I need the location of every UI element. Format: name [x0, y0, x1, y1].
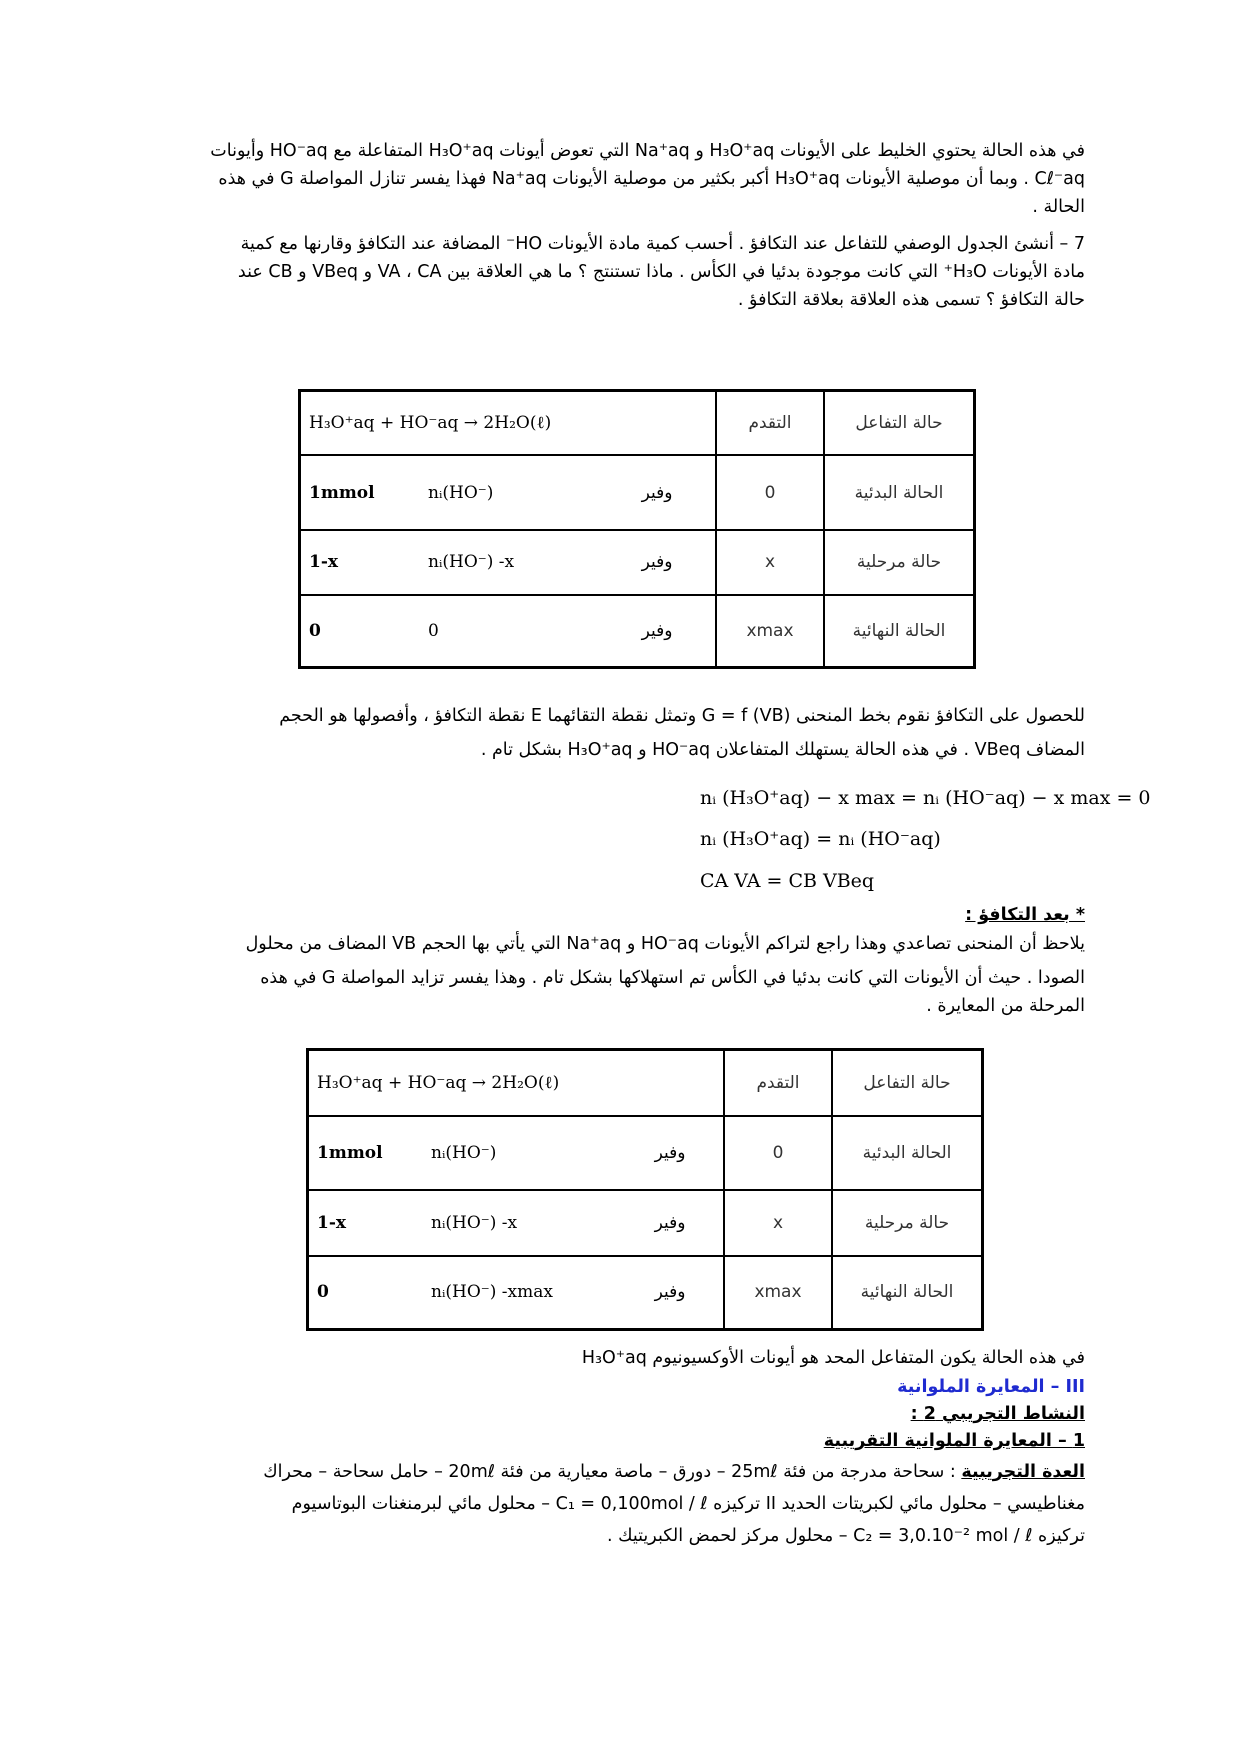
advancement-table-2: [306, 1048, 984, 1331]
table-row: [300, 530, 975, 595]
progress-value: xmax: [716, 595, 824, 668]
equipment-line-3: تركيزه C₂ = 3,0.10⁻² mol / ℓ – محلول مركز لحمض الكبريتيك .: [607, 1526, 1085, 1546]
section-3-title: III – المعايرة الملوانية: [897, 1377, 1085, 1397]
state-label: الحالة البدئية: [824, 455, 975, 530]
equation-3: CA VA = CB VBeq: [700, 870, 875, 892]
equation-2: nᵢ (H₃O⁺aq) = nᵢ (HO⁻aq): [700, 828, 941, 850]
water-amount: وفير: [641, 482, 673, 503]
water-amount: وفير: [654, 1142, 686, 1163]
quantities-cell: [300, 455, 717, 530]
progress-value: xmax: [724, 1256, 832, 1330]
after-line-2: الصودا . حيث أن الأيونات التي كانت بدئيا في الكأس تم استهلاكها بشكل تام . وهذا يفسر تزايد المواصلة G في هذه: [260, 968, 1085, 988]
intro-line-1: في هذه الحالة يحتوي الخليط على الأيونات H₃O⁺aq و Na⁺aq التي تعوض أيونات H₃O⁺aq المتفاعلة مع HO⁻aq وأيونات: [210, 141, 1085, 161]
state-header: حالة التفاعل: [824, 391, 975, 456]
q7-line-3: حالة التكافؤ ؟ تسمى هذه العلاقة بعلاقة التكافؤ .: [737, 290, 1085, 310]
water-amount: وفير: [641, 552, 673, 573]
equipment-text-1: : سحاحة مدرجة من فئة 25mℓ – دورق – ماصة معيارية من فئة 20mℓ – حامل سحاحة – محراك: [263, 1462, 956, 1482]
progress-header: التقدم: [716, 391, 824, 456]
quantities-cell: [308, 1256, 725, 1330]
table-header-row: [300, 391, 975, 456]
equivalence-paragraph: [205, 702, 1085, 764]
table-header-row: [308, 1050, 983, 1116]
equation-cell: H₃O⁺aq + HO⁻aq → 2H₂O(ℓ): [300, 391, 717, 456]
h3o-amount: 1mmol: [309, 482, 375, 503]
equipment-line-2: مغناطيسي – محلول مائي لكبريتات الحديد II تركيزه C₁ = 0,100mol / ℓ – محلول مائي لبرمنغنات البوتاسيوم: [291, 1494, 1085, 1514]
quantities-cell: [308, 1116, 725, 1190]
after-line-3: المرحلة من المعايرة .: [926, 996, 1085, 1016]
h3o-amount: 0: [317, 1282, 329, 1303]
after-line-1: يلاحظ أن المنحنى تصاعدي وهذا راجع لتراكم الأيونات HO⁻aq و Na⁺aq التي يأتي بها الحجم VB المضاف من محلول: [245, 934, 1085, 954]
state-label: حالة مرحلية: [824, 530, 975, 595]
progress-value: x: [724, 1190, 832, 1256]
state-label: الحالة البدئية: [832, 1116, 983, 1190]
after-equivalence-paragraph: [246, 930, 1085, 1020]
intro-line-2: Cℓ⁻aq . وبما أن موصلية الأيونات H₃O⁺aq أكبر بكثير من موصلية الأيونات Na⁺aq فهذا يفسر تنازل المواصلة G في هذه: [218, 169, 1085, 189]
advancement-table-1: [298, 389, 976, 669]
state-label: حالة مرحلية: [832, 1190, 983, 1256]
intro-line-3: الحالة .: [1032, 197, 1085, 217]
ho-amount: nᵢ(HO⁻) -x: [428, 552, 515, 573]
ho-amount: 0: [428, 620, 439, 641]
subsection-1-title: 1 – المعايرة الملوانية التقريبية: [823, 1431, 1085, 1451]
h3o-amount: 1mmol: [317, 1142, 383, 1163]
progress-value: x: [716, 530, 824, 595]
h3o-amount: 1-x: [309, 552, 339, 573]
table-row: [308, 1116, 983, 1190]
quantities-cell: [308, 1190, 725, 1256]
limiting-reactant-sentence: في هذه الحالة يكون المتفاعل المحد هو أيونات الأوكسيونيوم H₃O⁺aq: [581, 1348, 1085, 1368]
state-header: حالة التفاعل: [832, 1050, 983, 1116]
activity-2-title: النشاط التجريبي 2 :: [910, 1404, 1085, 1424]
table-row: [308, 1190, 983, 1256]
intro-paragraph: [210, 137, 1085, 221]
q7-line-2: مادة الأيونات H₃O⁺ التي كانت موجودة بدئيا في الكأس . ماذا تستنتج ؟ ما هي العلاقة بين VA ، CA و VBeq و CB عند: [237, 262, 1085, 282]
ho-amount: nᵢ(HO⁻): [428, 482, 494, 503]
equipment-label: العدة التجريبية: [961, 1462, 1085, 1482]
h3o-amount: 1-x: [317, 1212, 347, 1233]
ho-amount: nᵢ(HO⁻) -x: [431, 1212, 518, 1233]
table-row: [308, 1256, 983, 1330]
question-7: [238, 230, 1085, 314]
equipment-line-1: [263, 1458, 1085, 1486]
ho-amount: nᵢ(HO⁻) -xmax: [431, 1282, 553, 1303]
progress-value: 0: [724, 1116, 832, 1190]
after-equivalence-title: * بعد التكافؤ :: [965, 905, 1085, 925]
quantities-cell: [300, 595, 717, 668]
table-row: [300, 595, 975, 668]
water-amount: وفير: [654, 1282, 686, 1303]
ho-amount: nᵢ(HO⁻): [431, 1142, 497, 1163]
water-amount: وفير: [641, 620, 673, 641]
progress-header: التقدم: [724, 1050, 832, 1116]
water-amount: وفير: [654, 1212, 686, 1233]
state-label: الحالة النهائية: [832, 1256, 983, 1330]
q7-line-1: 7 – أنشئ الجدول الوصفي للتفاعل عند التكافؤ . أحسب كمية مادة الأيونات HO⁻ المضافة عند التكافؤ وقارنها مع كمية: [240, 234, 1085, 254]
equiv-line-1: للحصول على التكافؤ نقوم بخط المنحنى G = f (VB) وتمثل نقطة التقائهما E نقطة التكافؤ ، وأفصولها هو الحجم: [279, 706, 1085, 726]
equiv-line-2: المضاف VBeq . في هذه الحالة يستهلك المتفاعلان HO⁻aq و H₃O⁺aq بشكل تام .: [480, 740, 1085, 760]
equation-1: nᵢ (H₃O⁺aq) − x max = nᵢ (HO⁻aq) − x max = 0: [700, 787, 1151, 809]
progress-value: 0: [716, 455, 824, 530]
equation-cell: H₃O⁺aq + HO⁻aq → 2H₂O(ℓ): [308, 1050, 725, 1116]
table-row: [300, 455, 975, 530]
equipment-paragraph: [263, 1458, 1085, 1550]
state-label: الحالة النهائية: [824, 595, 975, 668]
h3o-amount: 0: [309, 620, 321, 641]
quantities-cell: [300, 530, 717, 595]
